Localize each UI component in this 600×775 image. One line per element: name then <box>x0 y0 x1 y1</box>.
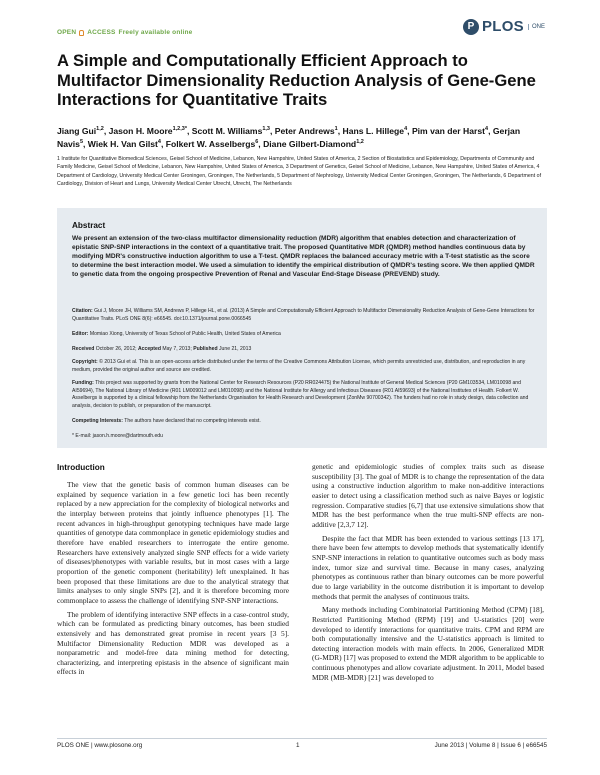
open-access-label: OPEN <box>57 29 77 36</box>
competing-interests <box>72 418 540 426</box>
abstract-box <box>57 208 547 448</box>
plos-logo-icon: P <box>463 19 479 35</box>
received-label: Received <box>72 346 95 352</box>
paragraph: Many methods including Combinatorial Partitioning Method (CPM) [18], Restricted Partitioning Method (RPM) [19] and U-statistics [20] were developed to identify interactions for quantitative traits. CPM and RPM are both computationally intensive and the U-statistics approach is limited to detecting interaction models with main effects. In 2006, Generalized MDR (G-MDR) [17] was proposed to extend the MDR algorithm to be applicable to continuous phenotypes and allow covariate adjustment. In 2011, Model based MDR (MB-MDR) [21] was developed to <box>312 605 544 682</box>
citation <box>72 308 540 323</box>
author-affiliation-marker: 5 <box>79 138 83 145</box>
author-affiliation-marker: 1,2 <box>96 126 104 133</box>
author-name: Jason H. Moore <box>108 126 173 136</box>
funding-text: This project was supported by grants from the National Center for Research Resources (P20 RR024475) the National Institute of General Medical Sciences (P20 GM103534, LM010098 and AI59694), The National Library of Medicine (R01 LM009012 and LM010098) and the National Institute for Allergy and Infectious Diseases (R01 AI59693) of the National Institutes of Health. Folkert W. Asselbergs is supported by a clinical fellowship from the Netherlands Organisation for Health Research and Development (ZonMw 90700342). The funders had no role in study design, data collection and analysis, decision to publish, or preparation of the manuscript. <box>72 380 529 409</box>
published-label: Published <box>193 346 218 352</box>
freely-available-label: Freely available online <box>118 29 193 36</box>
received-date: October 26, 2012; <box>95 346 137 352</box>
logo-text: PLOS <box>481 18 524 35</box>
author-name: Pim van der Harst <box>411 126 486 136</box>
paragraph: The problem of identifying interactive SNP effects in a case-control study, which can be formulated as predicting binary outcomes, has been studied extensively and has demonstrated great promise in recent years [3 5]. Multifactor Dimensionality Reduction MDR was developed as a nonparametric and model-free data mining method for detecting, characterizing, and interpreting epistasis in the absence of significant main effects in <box>57 609 289 677</box>
author-affiliation-marker: 4 <box>157 138 161 145</box>
funding <box>72 380 540 410</box>
body-column-left <box>57 463 289 677</box>
editor-label: Editor: <box>72 331 89 337</box>
body-column-right <box>312 462 544 682</box>
logo-one: ONE <box>528 24 545 30</box>
dates <box>72 346 540 354</box>
abstract-heading: Abstract <box>72 221 106 230</box>
author-affiliation-marker: 4 <box>485 126 489 133</box>
footer-page-number: 1 <box>296 742 300 749</box>
open-access-banner <box>57 29 193 36</box>
section-heading-introduction: Introduction <box>57 463 105 472</box>
plos-one-logo <box>463 18 545 35</box>
affiliations: 1 Institute for Quantitative Biomedical Sciences, Geisel School of Medicine, Lebanon, New Hampshire, United States of America, 2 Section of Biostatistics and Epidemiology, Departments of Community and Family Medicine, Geisel School of Medicine, Lebanon, New Hampshire, United States of America, 3 Department of Genetics, Geisel School of Medicine, Lebanon, New Hampshire, United States of America, 4 Department of Cardiology, University Medical Center Groningen, Groningen, The Netherlands, 5 Department of Nephrology, University Medical Center Groningen, Groningen, The Netherlands, 6 Department of Cardiology, Division of Heart and Lungs, University Medical Center Utrecht, Utrecht, The Netherlands <box>57 156 542 187</box>
competing-text: The authors have declared that no competing interests exist. <box>124 418 261 424</box>
copyright-text: © 2013 Gui et al. This is an open-access article distributed under the terms of the Creative Commons Attribution License, which permits unrestricted use, distribution, and reproduction in any medium, provided the original author and source are credited. <box>72 359 526 373</box>
footer-issue: June 2013 | Volume 8 | Issue 6 | e66545 <box>434 742 547 749</box>
author-name: Folkert W. Asselbergs <box>165 138 256 149</box>
author-affiliation-marker: 1,3 <box>262 126 270 133</box>
published-date: June 21, 2013 <box>219 346 252 352</box>
author-list: Jiang Gui$^{1,2}$, Jason H. Moore$^{1,2,3*}$, Scott M. Williams$^{1,3}$, Peter Andrews$^1$, Hans L. Hillege$^4$, Pim van der Harst$^4$, Gerjan Navis$^5$, Wiek H. Van Gilst$^4$, Folkert W. Asselbergs$^6$, Diane Gilbert-Diamond$^{1,2}$ <box>57 126 521 149</box>
editor-text: Momiao Xiong, University of Texas School of Public Health, United States of America <box>89 331 281 337</box>
copyright-label: Copyright: <box>72 359 98 365</box>
accepted-label: Accepted <box>138 346 161 352</box>
author-name: Jiang Gui <box>57 126 97 136</box>
paragraph: The view that the genetic basis of common human diseases can be explained by sequence variation in a few genetic loci has been recently replaced by a new appreciation for the complexity of biological networks and the interplay between proteins that jointly influence phenotypes [1]. The recent advances in high-throughput genotyping techniques have made large quantities of genotype data commonplace in genetic epidemiology studies and therefore have enabled researchers to interrogate the entire genome. Researchers have extensively analyzed single SNP effects for a wide variety of diseases/phenotypes with variable results, but in most cases with a large proportion of the genetic component (heritability) left unexplained. It has been proposed that these limitations are due to the analytical strategy that limits analyses to only single SNPs [2], and it is therefore becoming more commonplace to assess the challenge of identifying SNP-SNP interactions. <box>57 480 289 605</box>
access-label: ACCESS <box>87 29 116 36</box>
author-name: Gerjan Navis <box>57 126 521 149</box>
article-title: A Simple and Computationally Efficient Approach to Multifactor Dimensionality Reduction Analysis of Gene-Gene Interactions for Quantitative Traits <box>57 51 536 109</box>
author-name: Peter Andrews <box>274 126 335 136</box>
funding-label: Funding: <box>72 380 94 386</box>
editor <box>72 331 540 339</box>
abstract-text: We present an extension of the two-class multifactor dimensionality reduction (MDR) algorithm that enables detection and characterization of epistatic SNP-SNP interactions in the context of a quantitative trait. The proposed Quantitative MDR (QMDR) method handles continuous data by modifying MDR's constructive induction algorithm to use a T-test. QMDR replaces the balanced accuracy metric with a T-test statistic as the score to determine the best interaction model. We used a simulation to identify the empirical distribution of QMDR's testing score. We then applied QMDR to genetic data from the ongoing prospective Prevention of Renal and Vascular End-Stage Disease (PREVEND) study. <box>72 235 535 279</box>
citation-text: Gui J, Moore JH, Williams SM, Andrews P, Hillege HL, et al. (2013) A Simple and Computationally Efficient Approach to Multifactor Dimensionality Reduction Analysis of Gene-Gene Interactions for Quantitative Traits. PLoS ONE 8(6): e66545. doi:10.1371/journal.pone.0066545 <box>72 308 535 322</box>
citation-label: Citation: <box>72 308 93 314</box>
author-affiliation-marker: 1,2,3* <box>172 126 187 133</box>
paragraph: Despite the fact that MDR has been extended to various settings [13 17], there have been few attempts to develop methods that systematically identify SNP-SNP interactions in relation to quantitative outcomes such as body mass index, tumor size and survival time. Because in many cases, analyzing phenotypes as continuous rather than binary outcomes can be more powerful due to large variability in the outcome distribution it is important to develop methods that permit the analyses of continuous traits. <box>312 533 544 601</box>
open-lock-icon <box>79 30 84 36</box>
author-name: Scott M. Williams <box>191 126 263 136</box>
competing-label: Competing Interests: <box>72 418 123 424</box>
author-name: Diane Gilbert-Diamond <box>263 138 357 149</box>
author-affiliation-marker: 1,2 <box>356 138 364 145</box>
author-affiliation-marker: 6 <box>255 138 259 145</box>
corresponding-email[interactable]: * E-mail: jason.h.moore@dartmouth.edu <box>72 433 163 439</box>
footer-journal[interactable]: PLOS ONE | www.plosone.org <box>57 742 143 749</box>
accepted-date: May 7, 2013; <box>162 346 192 352</box>
footer-divider <box>57 738 547 739</box>
author-affiliation-marker: 4 <box>404 126 408 133</box>
author-name: Wiek H. Van Gilst <box>87 138 158 149</box>
author-affiliation-marker: 1 <box>334 126 338 133</box>
author-name: Hans L. Hillege <box>342 126 405 136</box>
copyright <box>72 359 540 374</box>
paragraph: genetic and epidemiologic studies of complex traits such as disease susceptibility [3]. The goal of MDR is to change the representation of the data using a constructive induction algorithm to make non-additive interactions easier to detect using a classification method such as naive Bayes or logistic regression. Comparative studies [6,7] that use extensive simulations show that MDR has the best performance when the true multi-SNP effects are non-additive [2,3,7 12]. <box>312 462 544 529</box>
